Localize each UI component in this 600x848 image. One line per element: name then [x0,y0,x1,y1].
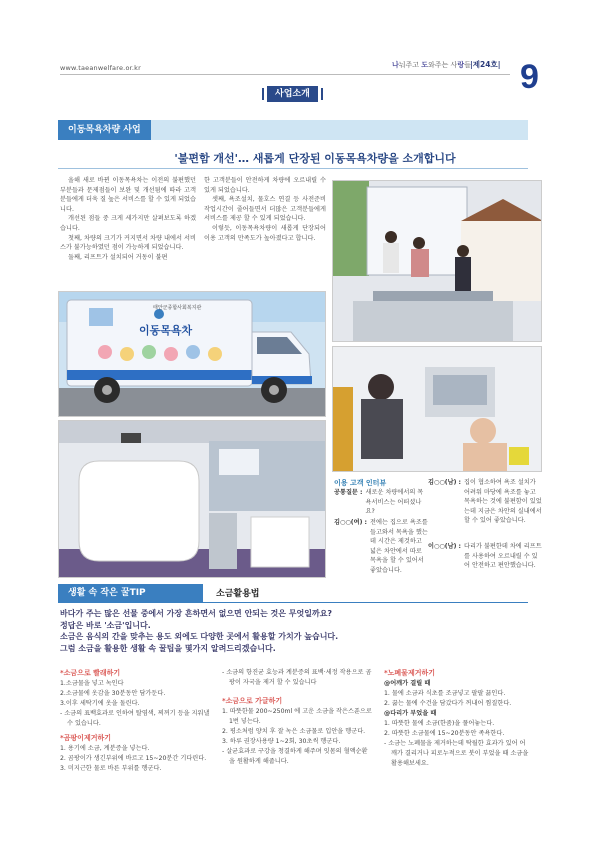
paragraph: 개선된 점들 중 크게 세가지만 살펴보도록 하겠습니다. [60,215,196,233]
article-column-2 [204,176,326,243]
tip-heading: *곰팡이제거하기 [60,733,111,742]
interview-text: 집이 협소하여 욕조 설치가 어려워 마당에 욕조를 놓고 목욕하는 것에 불편함이 있었는데 지금은 차안의 실내에서 할 수 있어 좋았습니다. [464,479,542,525]
tip-item: 1. 물에 소금과 식초를 조금넣고 팔팔 끓인다. [384,690,506,698]
interview-speaker: 김○○(남) : [428,479,462,486]
paragraph: 둘째, 리프트가 설치되어 거동이 불편 [68,253,168,261]
tip-column-3 [384,664,530,768]
tip-column-1 [60,664,210,774]
bath-interior-photo [58,420,326,578]
site-url: www.taeanwelfare.or.kr [60,64,141,72]
tip-item: 1. 용기에 소금, 계분증을 넣는다. [60,744,150,752]
tip-heading: *소금으로 가글하기 [222,696,283,705]
tip-heading: *소금으로 빨래하기 [60,669,121,677]
van-photo [58,291,326,417]
tip-item: 1.소금물을 넣고 녹인다 [60,680,124,688]
interview-row [428,542,542,571]
paragraph: 이렇듯, 이동목욕차량이 새롭게 단장되어 이용 고객의 만족도가 높아졌다고 합니다. [204,225,326,242]
tip-item: 2.소금물에 옷감을 30분동안 담가둔다. [60,690,166,698]
interview-row [428,478,542,526]
tip-column-2 [222,664,372,767]
headline-rule [58,168,528,169]
tip-topic: 소금활용법 [216,589,260,599]
interview-speaker: 김○○(여) : [334,519,368,526]
article-headline: '불편함 개선'… 새롭게 단장된 이동목욕차량을 소개합니다 [174,152,456,165]
paragraph: 올해 새로 바뀐 이동목욕차는 이전의 불편했던 부분들과 문제점들이 보완 및 개선됨에 따라 고객분들에게 더욱 질 높은 서비스를 할 수 있게 되었습니다. [60,177,196,213]
tip-item: - 살균효과로 구강을 청결하게 해주며 잇몸의 혈액순환을 원활하게 해줍니다. [222,747,368,765]
tip-item: 2. 평소처럼 양치 후 잘 녹은 소금물로 입안을 헹군다. [222,727,366,735]
issue-number: |제24호| [470,60,501,69]
van-small-text: 태안군종합사회복지관 [153,305,202,311]
lift-photo [332,180,542,342]
tip-item: - 소금는 노폐물을 제거하는데 탁월한 효과가 있어 어깨가 결리거나 피로누적으로 붓이 부었을 때 소금을 활용해보세요. [384,739,529,767]
tip-heading: *노폐물제거하기 [384,669,435,677]
tip-subheading: @다리가 부었을 때 [384,709,437,717]
intro-line: 정답은 바로 '소금'입니다. [60,620,151,630]
tip-subheading: @어깨가 결릴 때 [384,680,431,688]
section-tag: 사업소개 [267,86,318,102]
tip-item: 2. 따뜻한 소금물에 15~20분동안 족욕한다. [384,729,505,737]
article-column-1 [60,176,196,262]
tip-item: 3. 미지근한 물로 바른 부위를 헹군다. [60,764,162,772]
paragraph: 셋째, 욕조설치, 물호스 연결 등 사전준비 작업시간이 줄어들면서 더많은 고객분들에게 서비스를 제공 할 수 있게 되었습니다. [204,196,326,223]
intro-line: 바다가 주는 많은 선물 중에서 가장 흔하면서 없으면 안되는 것은 무엇일까요? [60,609,333,618]
tip-tag: 생활 속 작은 꿀TIP [58,584,203,602]
interview-title: 이용 고객 인터뷰 [334,479,387,487]
interview-text: 다리가 불편한데 차에 리프트를 사용하여 오르내릴 수 있어 안전하고 편안했습니다. [464,543,542,570]
intro-line: 그럼 소금을 활용한 생활 속 꿀팁을 몇가지 알려드리겠습니다. [60,643,276,653]
tip-item: 3. 하루 권장사용량 1~2회, 30초씩 헹군다. [222,737,341,745]
tip-item: 2. 끓는 물에 수건을 담갔다가 꺼내어 찜질한다. [384,700,512,708]
interview-text: 새로운 차량에서의 목욕서비스는 어떠셨나요? [365,489,424,516]
tip-item: - 소금의 항진균 효능과 계분증의 표백·세정 작용으로 곰팡이 자국을 제거 할 수 있습니다 [222,669,372,686]
paragraph: 한 고객분들이 안전하게 차량에 오르내릴 수 있게 되었습니다. [204,177,326,194]
interview-speaker: 공통질문 : [334,489,363,496]
interview-row [334,518,428,576]
tip-item: - 소금의 표백효과로 인하여 탈염색, 찌꺼기 등을 지워낼 수 있습니다. [60,709,210,727]
tip-rule [58,602,528,603]
van-text: 이동목욕차 [139,324,193,337]
interview-speaker: 이○○(남) : [428,543,462,550]
interview-text: 전에는 집으로 욕조를 들고와서 목욕을 했는데 시간은 제것하고 넓은 차안에서 따로 목욕을 할 수 있어서 좋았습니다. [370,519,428,575]
tip-item: 1. 따뜻한물 200~250ml 에 고운 소금을 작은스푼으로 1번 넣는다. [222,708,372,725]
category-bar [58,120,528,140]
paragraph: 첫째, 차량의 크기가 커지면서 차량 내에서 서비스가 불가능하였던 점이 가능하게 되었습니다. [60,234,196,252]
header-rule [60,74,510,75]
tip-intro [60,608,520,654]
interview-row [334,488,428,517]
intro-line: 소금은 음식의 간을 맞추는 용도 외에도 다양한 곳에서 활용할 가치가 높습니다. [60,632,339,642]
bathing-photo [332,346,542,472]
slogan: 나눠주고 도와주는 사랑들 [392,61,471,69]
tip-item: 3.이후 세탁기에 옷을 돌린다. [60,700,140,708]
page-number: 9 [520,58,539,96]
tip-item: 1. 따뜻한 물에 소금(한줌)을 풀어놓는다. [384,719,495,727]
category-label: 이동목욕차량 사업 [58,120,151,140]
tip-item: 2. 곰팡이가 생긴부위에 바르고 15~20분간 기다린다. [60,754,207,762]
